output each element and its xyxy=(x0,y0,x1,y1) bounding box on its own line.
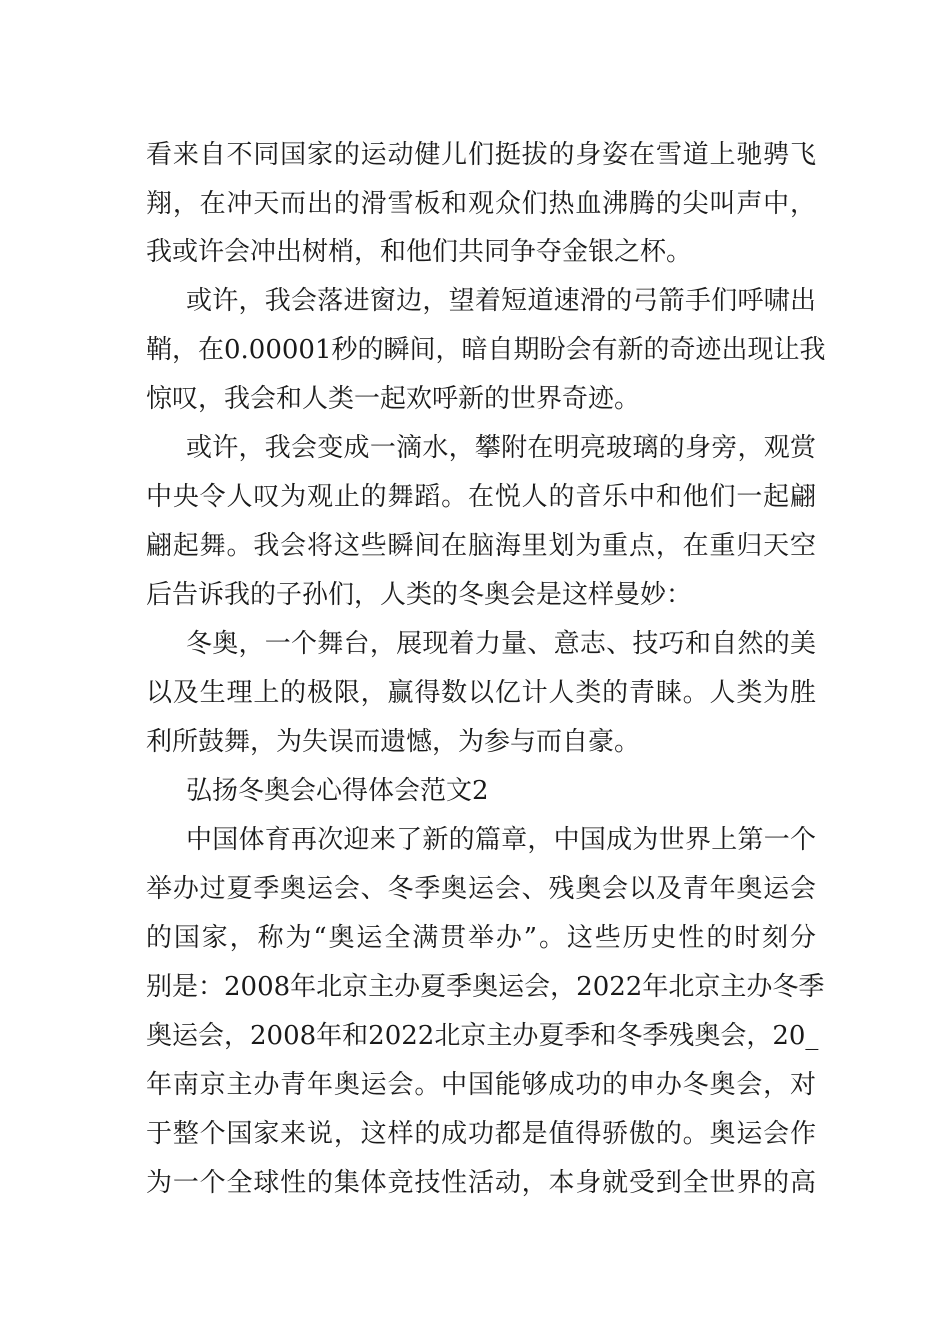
text-line: 举办过夏季奥运会、冬季奥运会、残奥会以及青年奥运会 xyxy=(146,874,816,904)
text-line: 为一个全球性的集体竞技性活动，本身就受到全世界的高 xyxy=(146,1168,816,1198)
text-line: 利所鼓舞，为失误而遗憾，为参与而自豪。 xyxy=(146,727,641,757)
text-line: 鞘，在0.00001秒的瞬间，暗自期盼会有新的奇迹出现让我 xyxy=(146,335,826,365)
text-line: 的国家，称为“奥运全满贯举办”。这些历史性的时刻分 xyxy=(146,923,816,953)
text-line: 以及生理上的极限，赢得数以亿计人类的青睐。人类为胜 xyxy=(146,678,816,708)
text-line: 翩起舞。我会将这些瞬间在脑海里划为重点，在重归天空 xyxy=(146,531,816,561)
text-line: 看来自不同国家的运动健儿们挺拔的身姿在雪道上驰骋飞 xyxy=(146,140,816,170)
text-line: 奥运会，2008年和2022北京主办夏季和冬季残奥会，20_ xyxy=(146,1021,819,1051)
text-line: 中国体育再次迎来了新的篇章，中国成为世界上第一个 xyxy=(186,825,816,855)
text-line: 年南京主办青年奥运会。中国能够成功的申办冬奥会，对 xyxy=(146,1070,816,1100)
text-line: 或许，我会落进窗边，望着短道速滑的弓箭手们呼啸出 xyxy=(186,286,816,316)
text-line: 中央令人叹为观止的舞蹈。在悦人的音乐中和他们一起翩 xyxy=(146,482,816,512)
text-line: 翔，在冲天而出的滑雪板和观众们热血沸腾的尖叫声中， xyxy=(146,189,816,219)
section-heading: 弘扬冬奥会心得体会范文2 xyxy=(186,776,489,806)
text-line: 惊叹，我会和人类一起欢呼新的世界奇迹。 xyxy=(146,384,641,414)
text-line: 冬奥，一个舞台，展现着力量、意志、技巧和自然的美 xyxy=(186,629,816,659)
text-line: 于整个国家来说，这样的成功都是值得骄傲的。奥运会作 xyxy=(146,1119,816,1149)
text-line: 我或许会冲出树梢，和他们共同争夺金银之杯。 xyxy=(146,237,693,267)
text-line: 或许，我会变成一滴水，攀附在明亮玻璃的身旁，观赏 xyxy=(186,433,816,463)
text-line: 后告诉我的子孙们，人类的冬奥会是这样曼妙： xyxy=(146,580,693,610)
text-line: 别是：2008年北京主办夏季奥运会，2022年北京主办冬季 xyxy=(146,972,825,1002)
